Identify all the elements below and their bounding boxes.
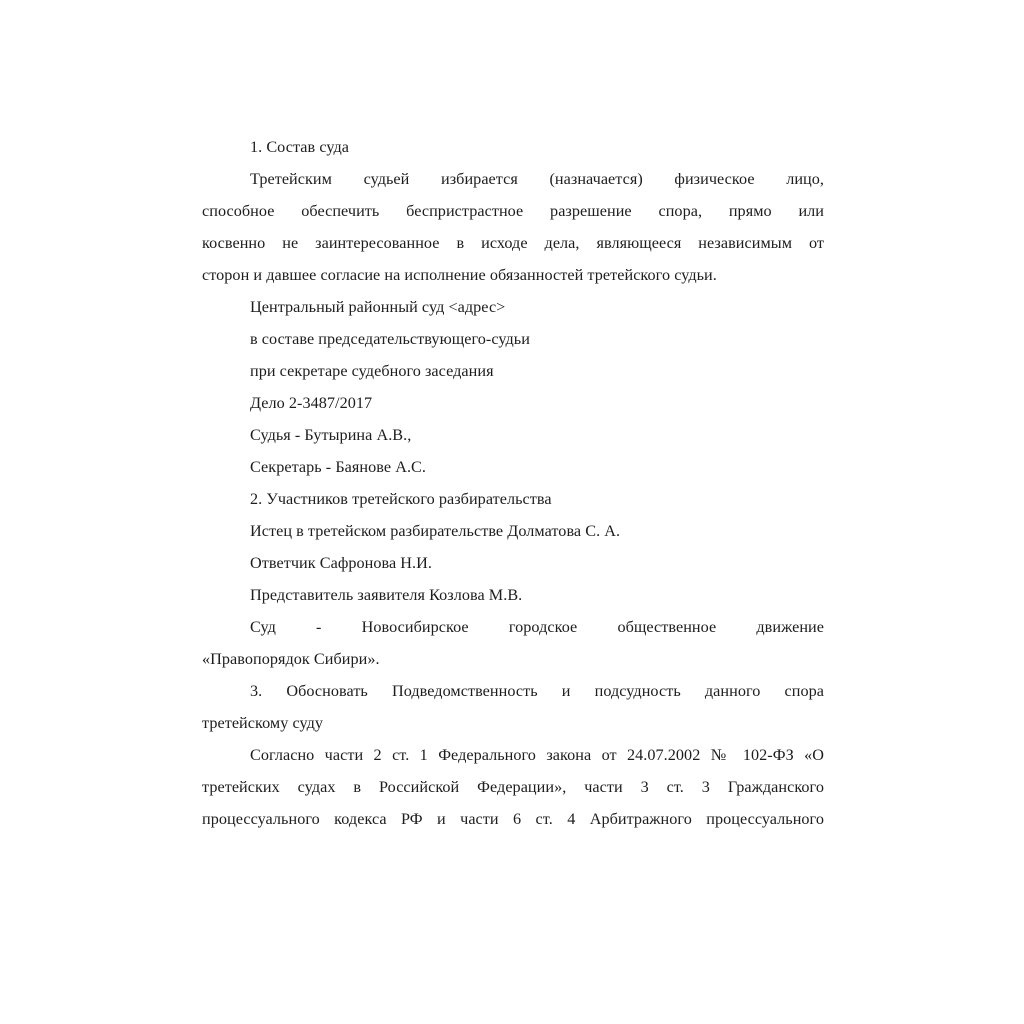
paragraph-arbitrator-definition-line-4: сторон и давшее согласие на исполнение обязанностей третейского судьи. bbox=[202, 266, 717, 284]
heading-obosnovat-block bbox=[202, 675, 824, 739]
paragraph-legal-basis-line-3: процессуального кодекса РФ и части 6 ст. 4 Арбитражного процессуального bbox=[202, 810, 824, 828]
court-organisation-line-1: Суд - Новосибирское городское общественное движение bbox=[250, 618, 824, 636]
participant-representative: Представитель заявителя Козлова М.В. bbox=[250, 586, 523, 604]
paragraph-arbitrator-definition bbox=[202, 163, 824, 291]
paragraph-arbitrator-definition-line-3: косвенно не заинтересованное в исходе дела, являющееся независимым от bbox=[202, 234, 824, 252]
court-composition: в составе председательствующего-судьи bbox=[250, 330, 530, 348]
case-number: Дело 2-3487/2017 bbox=[250, 394, 373, 412]
secretary-name: Секретарь - Баянове А.С. bbox=[250, 458, 426, 476]
court-organisation-line-2: «Правопорядок Сибири». bbox=[202, 650, 380, 668]
heading-obosnovat-line-1: 3. Обосновать Подведомственность и подсудность данного спора bbox=[250, 682, 824, 700]
paragraph-court-organisation bbox=[202, 611, 824, 675]
court-name: Центральный районный суд <адрес> bbox=[250, 298, 506, 316]
judge-name: Судья - Бутырина А.В., bbox=[250, 426, 412, 444]
paragraph-legal-basis-line-2: третейских судах в Российской Федерации», части 3 ст. 3 Гражданского bbox=[202, 778, 824, 796]
court-secretary-presence: при секретаре судебного заседания bbox=[250, 362, 494, 380]
participant-claimant: Истец в третейском разбирательстве Долматова С. А. bbox=[250, 522, 621, 540]
paragraph-arbitrator-definition-line-1: Третейским судьей избирается (назначается) физическое лицо, bbox=[250, 170, 824, 188]
participant-respondent: Ответчик Сафронова Н.И. bbox=[250, 554, 432, 572]
paragraph-legal-basis bbox=[202, 739, 824, 835]
heading-uchastniki: 2. Участников третейского разбирательства bbox=[250, 490, 552, 508]
heading-sostav-suda: 1. Состав суда bbox=[250, 138, 349, 156]
paragraph-legal-basis-line-1: Согласно части 2 ст. 1 Федерального закона от 24.07.2002 № 102-ФЗ «О bbox=[250, 746, 824, 764]
heading-obosnovat-line-2: третейскому суду bbox=[202, 714, 324, 732]
document-text-body bbox=[202, 131, 824, 835]
paragraph-arbitrator-definition-line-2: способное обеспечить беспристрастное разрешение спора, прямо или bbox=[202, 202, 824, 220]
